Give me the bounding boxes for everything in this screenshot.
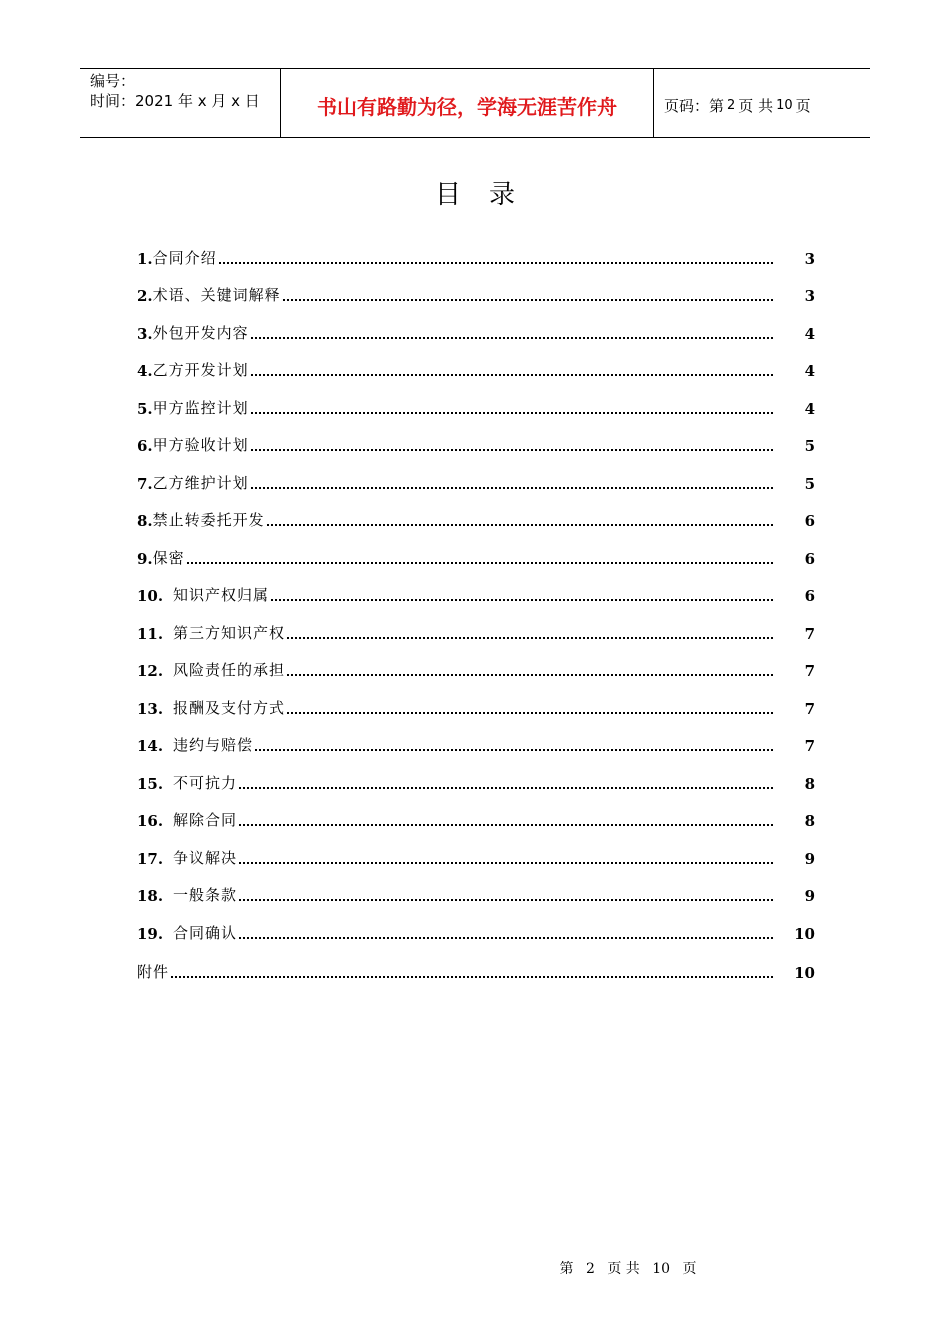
header-page-indicator [654,69,870,137]
toc-entry-page: 7 [804,737,815,755]
toc-entry[interactable] [137,680,815,718]
toc-entry[interactable] [137,793,815,831]
toc-entry-page: 10 [794,964,815,982]
toc-title: 目录 [434,180,543,210]
toc-entry-number: 9. [137,549,153,568]
toc-entry-number: 19. [137,924,164,943]
toc-entry-number: 15. [137,774,164,793]
toc-entry-number: 17. [137,849,164,868]
toc-leader-dots [251,449,773,451]
toc-leader-dots [251,412,773,414]
toc-entry-number: 13. [137,699,164,718]
toc-entry-page: 4 [804,362,815,380]
toc-entry-label: 保密 [152,548,185,567]
toc-leader-dots [255,749,773,751]
toc-entry-page: 8 [804,812,815,830]
toc-leader-dots [287,712,773,714]
footer-suffix: 页 [682,1261,697,1277]
header-page-mid: 页 共 [738,96,774,115]
toc-entry-label: 不可抗力 [173,773,238,792]
toc-entry-page: 4 [804,399,815,418]
page-header [80,68,870,138]
toc-entry-page: 5 [804,474,815,493]
header-page-current: 2 [727,97,736,113]
footer-current: 2 [585,1261,595,1277]
toc-entry-label: 禁止转委托开发 [152,511,265,529]
toc-entry[interactable] [137,830,815,868]
toc-entry-label: 解除合同 [173,811,238,829]
toc-entry-label: 合同介绍 [152,248,217,267]
toc-leader-dots [251,337,773,339]
footer-total: 10 [652,1261,671,1277]
toc-leader-dots [251,374,773,376]
toc-entry-page: 7 [804,624,815,643]
toc-entry[interactable] [137,905,815,943]
header-page-total: 10 [776,97,793,113]
toc-leader-dots [283,299,773,301]
toc-entry-number: 1. [137,249,153,268]
toc-entry-label: 甲方验收计划 [152,436,249,454]
toc-entry-page: 3 [804,287,815,305]
toc-entry[interactable] [137,945,815,983]
toc-entry-page: 7 [804,662,815,680]
toc-entry-label: 报酬及支付方式 [173,698,286,717]
toc-entry-label: 争议解决 [173,848,238,867]
toc-entry-page: 4 [804,324,815,343]
toc-entry-number: 14. [137,737,164,755]
toc-entry-label: 第三方知识产权 [173,623,286,642]
document-number-label: 编号： [90,72,136,90]
table-of-contents [137,230,815,982]
toc-entry[interactable] [137,605,815,643]
toc-entry-label: 违约与赔偿 [173,736,254,754]
toc-entry[interactable] [137,718,815,756]
toc-entry[interactable] [137,343,815,381]
toc-entry[interactable] [137,530,815,568]
toc-entry-label: 乙方维护计划 [152,473,249,492]
toc-entry-page: 9 [804,849,815,868]
toc-entry[interactable] [137,643,815,681]
toc-entry-number: 6. [137,437,153,455]
toc-entry-page: 7 [804,699,815,718]
toc-entry-page: 6 [804,587,815,605]
toc-leader-dots [171,976,773,978]
toc-entry[interactable] [137,455,815,493]
toc-entry[interactable] [137,868,815,906]
header-page-prefix: 页码：第 [664,96,725,115]
toc-entry-number: 11. [137,624,164,643]
toc-entry-page: 6 [804,549,815,568]
toc-entry-label: 外包开发内容 [152,323,249,342]
toc-entry-number: 3. [137,324,153,343]
toc-entry-page: 3 [804,249,815,268]
toc-entry-label: 知识产权归属 [173,586,270,604]
toc-leader-dots [287,637,773,639]
toc-entry[interactable] [137,268,815,306]
toc-entry-page: 6 [804,512,815,530]
toc-entry-page: 5 [804,437,815,455]
toc-entry-number: 8. [137,512,153,530]
toc-entry-page: 9 [804,887,815,905]
toc-entry-label: 一般条款 [173,886,238,904]
toc-entry-label: 合同确认 [173,923,238,942]
toc-entry[interactable] [137,305,815,343]
toc-entry-number: 4. [137,362,153,380]
toc-leader-dots [287,674,773,676]
toc-leader-dots [239,787,773,789]
toc-entry-number: 16. [137,812,164,830]
header-page-suffix: 页 [795,96,811,115]
toc-entry-page: 8 [804,774,815,793]
toc-entry-label: 乙方开发计划 [152,361,249,379]
toc-leader-dots [251,487,773,489]
toc-entry[interactable] [137,380,815,418]
toc-entry[interactable] [137,568,815,606]
document-time-label: 时间：2021 年 x 月 x 日 [90,92,260,110]
toc-leader-dots [219,262,773,264]
toc-entry-number: 7. [137,474,153,493]
page-footer [0,1258,950,1278]
footer-prefix: 第 [559,1261,574,1277]
toc-leader-dots [239,937,773,939]
toc-entry-label: 甲方监控计划 [152,398,249,417]
toc-entry[interactable] [137,755,815,793]
toc-entry-number: 10. [137,587,164,605]
toc-leader-dots [267,524,773,526]
header-motto: 书山有路勤为径，学海无涯苦作舟 [281,69,654,137]
toc-entry-page: 10 [794,924,815,943]
toc-entry[interactable] [137,230,815,268]
toc-leader-dots [239,899,773,901]
toc-leader-dots [187,562,773,564]
toc-entry[interactable] [137,493,815,531]
toc-entry-label: 附件 [137,963,170,981]
toc-entry-label: 风险责任的承担 [173,661,286,679]
toc-entry[interactable] [137,418,815,456]
header-meta [80,69,281,137]
toc-entry-number: 5. [137,399,153,418]
toc-entry-number: 2. [137,287,153,305]
toc-leader-dots [239,824,773,826]
toc-entry-number: 18. [137,887,164,905]
toc-entry-label: 术语、关键词解释 [152,286,281,304]
toc-leader-dots [239,862,773,864]
toc-entry-number: 12. [137,662,164,680]
toc-leader-dots [271,599,773,601]
footer-mid: 页 共 [607,1261,640,1277]
